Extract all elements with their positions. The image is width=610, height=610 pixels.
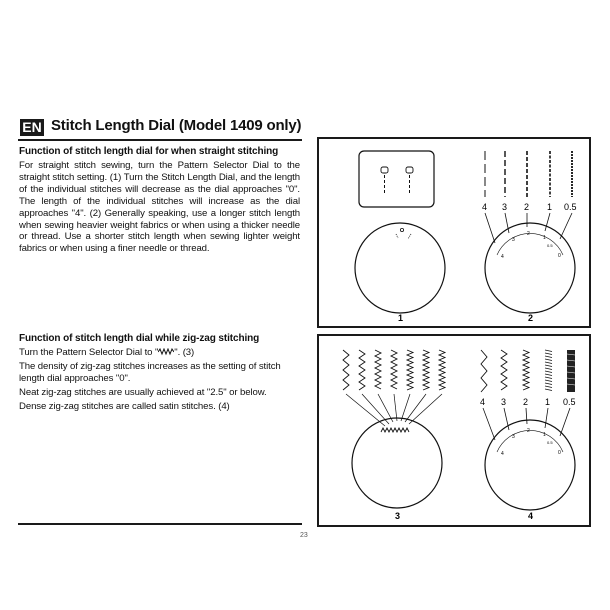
svg-text:0.5: 0.5 bbox=[547, 243, 553, 248]
figure-panel-straight bbox=[317, 137, 591, 328]
length-scale-top bbox=[482, 202, 577, 212]
section2-line2: The density of zig-zag stitches increases as the setting of stitch length dial approaches "0". bbox=[19, 361, 281, 384]
scale-label-3: 3 bbox=[502, 202, 508, 212]
scale-label-1-b: 1 bbox=[545, 397, 551, 407]
figure-4-label: 4 bbox=[528, 511, 534, 521]
svg-text:2: 2 bbox=[527, 231, 530, 237]
scale-label-2: 2 bbox=[524, 202, 530, 212]
scale-label-4-b: 4 bbox=[480, 397, 486, 407]
section2-heading: Function of stitch length dial while zig-zag stitching bbox=[19, 333, 260, 344]
stitch-length-dial-4 bbox=[485, 420, 575, 510]
section2-line4: Dense zig-zag stitches are called satin stitches. (4) bbox=[19, 401, 230, 413]
language-badge: EN bbox=[20, 119, 44, 136]
figure-3-label: 3 bbox=[395, 511, 401, 521]
svg-text:1: 1 bbox=[543, 432, 546, 438]
page-title: Stitch Length Dial (Model 1409 only) bbox=[51, 117, 302, 134]
scale-label-1: 1 bbox=[547, 202, 553, 212]
svg-text:0: 0 bbox=[558, 450, 561, 456]
stitch-length-dial-2 bbox=[485, 223, 575, 313]
title-underline bbox=[18, 139, 302, 141]
svg-text:4: 4 bbox=[501, 254, 504, 260]
section2-line3: Neat zig-zag stitches are usually achieved at "2.5" or below. bbox=[19, 387, 267, 399]
zigzag-stitch-icon bbox=[158, 348, 174, 356]
bottom-rule bbox=[18, 523, 302, 525]
zigzag-samples-fig3 bbox=[343, 350, 445, 390]
section1-heading: Function of stitch length dial for when straight stitching bbox=[19, 146, 279, 157]
figure-2-label: 2 bbox=[528, 313, 534, 323]
svg-text:3: 3 bbox=[512, 237, 515, 243]
page-number: 23 bbox=[300, 532, 308, 539]
pointer-lines-top bbox=[485, 213, 572, 243]
scale-label-4: 4 bbox=[482, 202, 488, 212]
scale-label-3-b: 3 bbox=[501, 397, 507, 407]
figure-panel-zigzag bbox=[317, 334, 591, 527]
svg-text:1: 1 bbox=[543, 235, 546, 241]
pointer-lines-fig3 bbox=[346, 394, 442, 426]
satin-stitch-samples bbox=[545, 350, 575, 392]
svg-text:2: 2 bbox=[527, 428, 530, 434]
length-scale-bottom bbox=[480, 397, 576, 407]
figure-1-label: 1 bbox=[398, 313, 404, 323]
svg-text:4: 4 bbox=[501, 451, 504, 457]
scale-label-05: 0.5 bbox=[564, 202, 577, 212]
svg-text:3: 3 bbox=[512, 434, 515, 440]
needle-plate-window bbox=[359, 151, 434, 207]
stitch-length-dial-3 bbox=[352, 418, 442, 508]
straight-stitch-samples bbox=[485, 151, 572, 197]
scale-label-2-b: 2 bbox=[523, 397, 529, 407]
stitch-length-dial-1 bbox=[355, 223, 445, 313]
svg-text:0: 0 bbox=[558, 253, 561, 259]
section1-body: For straight stitch sewing, turn the Pattern Selector Dial to the straight stitch setting. (1) Turn the Stitch Length Dial, and the length of the individual stitches will decrease as the dial approaches "0". The length of the individual stitches will increase as the dial approaches "4". (2) Generally speaking, use a longer stitch length when sewing heavier weight fabrics or when using a thicker needle or thread. Use a shorter stitch length when sewing lighter weight fabrics or when using a finer needle or thread. bbox=[19, 160, 300, 255]
scale-label-05-b: 0.5 bbox=[563, 397, 576, 407]
svg-text:0.5: 0.5 bbox=[547, 440, 553, 445]
zigzag-samples-fig4 bbox=[481, 350, 529, 392]
section2-line1: Turn the Pattern Selector Dial to " ". (3) bbox=[19, 347, 195, 358]
section2-body bbox=[19, 347, 300, 415]
